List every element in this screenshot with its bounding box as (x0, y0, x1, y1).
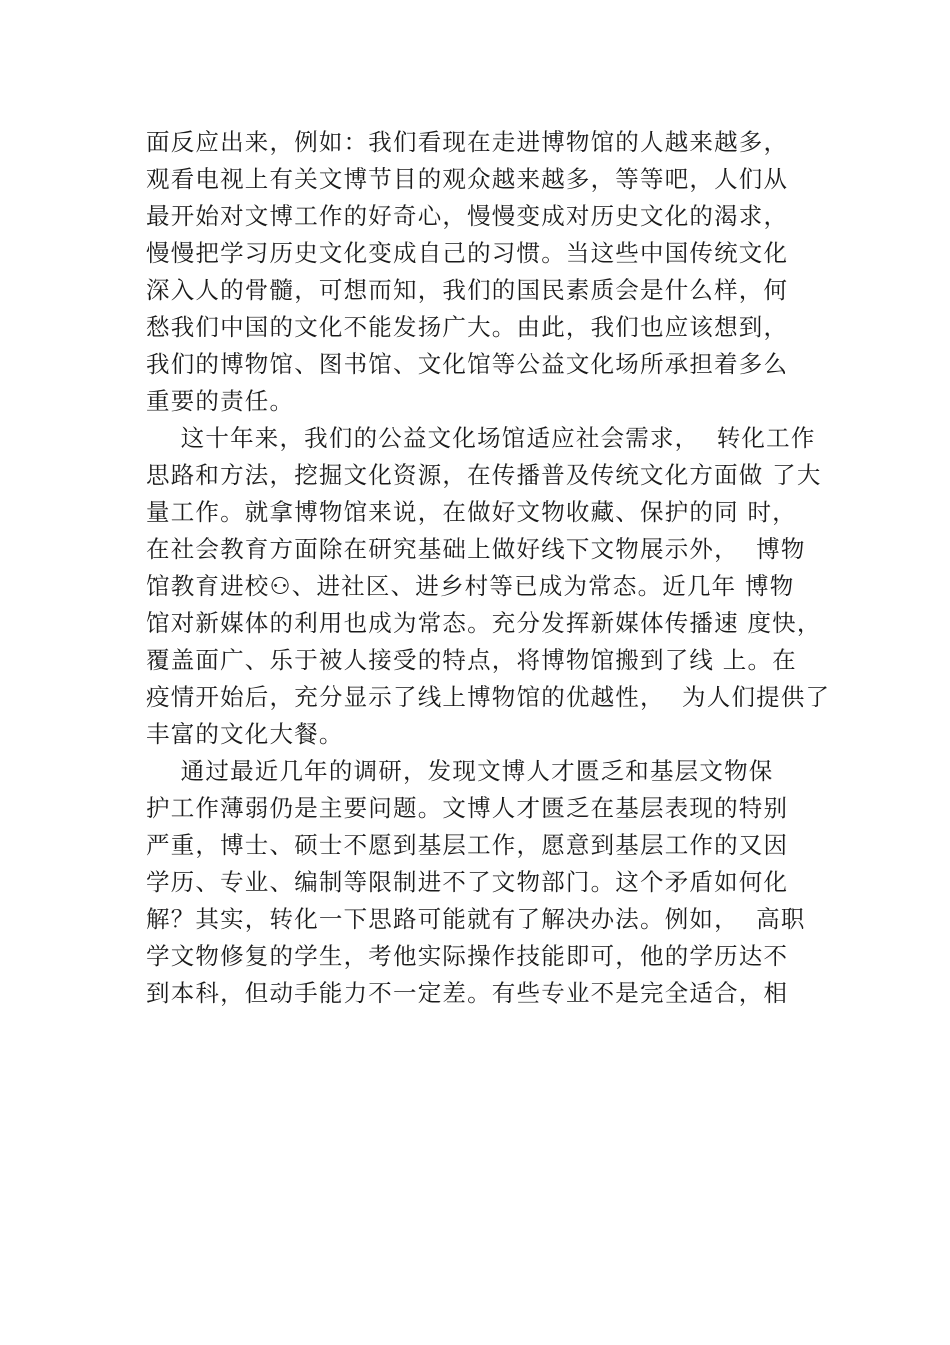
text-line: 学文物修复的学生，考他实际操作技能即可，他的学历达不 (146, 942, 789, 970)
text-line: 疫情开始后，充分显示了线上博物馆的优越性， 为人们提供了 (146, 683, 831, 711)
body-text (146, 124, 831, 1012)
text-line: 这十年来，我们的公益文化场馆适应社会需求， 转化工作 (146, 424, 816, 452)
text-line: 思路和方法，挖掘文化资源，在传播普及传统文化方面做 了大 (146, 461, 822, 489)
text-line: 最开始对文博工作的好奇心，慢慢变成对历史文化的渴求， (146, 202, 789, 230)
text-line: 量工作。就拿博物馆来说，在做好文物收藏、保护的同 时， (146, 498, 797, 526)
text-line: 我们的博物馆、图书馆、文化馆等公益文化场所承担着多么 (146, 350, 789, 378)
text-line: 观看电视上有关文博节目的观众越来越多，等等吧，人们从 (146, 165, 789, 193)
text-line: 重要的责任。 (146, 387, 295, 415)
text-line: 慢慢把学习历史文化变成自己的习惯。当这些中国传统文化 (146, 239, 789, 267)
text-line: 在社会教育方面除在研究基础上做好线下文物展示外， 博物 (146, 535, 806, 563)
text-line: 通过最近几年的调研，发现文博人才匮乏和基层文物保 (146, 757, 774, 785)
text-line: 学历、专业、编制等限制进不了文物部门。这个矛盾如何化 (146, 868, 789, 896)
text-line: 馆对新媒体的利用也成为常态。充分发挥新媒体传播速 度快， (146, 609, 822, 637)
text-line: 面反应出来，例如：我们看现在走进博物馆的人越来越多， (146, 128, 789, 156)
text-line: 覆盖面广、乐于被人接受的特点，将博物馆搬到了线 上。在 (146, 646, 797, 674)
text-line: 护工作薄弱仍是主要问题。文博人才匮乏在基层表现的特别 (146, 794, 789, 822)
text-line: 馆教育进校⚇、进社区、进乡村等已成为常态。近几年 博物 (146, 572, 795, 600)
text-line: 丰富的文化大餐。 (146, 720, 344, 748)
text-line: 到本科，但动手能力不一定差。有些专业不是完全适合，相 (146, 979, 789, 1007)
text-line: 深入人的骨髓，可想而知，我们的国民素质会是什么样，何 (146, 276, 789, 304)
text-line: 愁我们中国的文化不能发扬广大。由此，我们也应该想到， (146, 313, 789, 341)
text-line: 解？其实，转化一下思路可能就有了解决办法。例如， 高职 (146, 905, 806, 933)
text-line: 严重，博士、硕士不愿到基层工作，愿意到基层工作的又因 (146, 831, 789, 859)
